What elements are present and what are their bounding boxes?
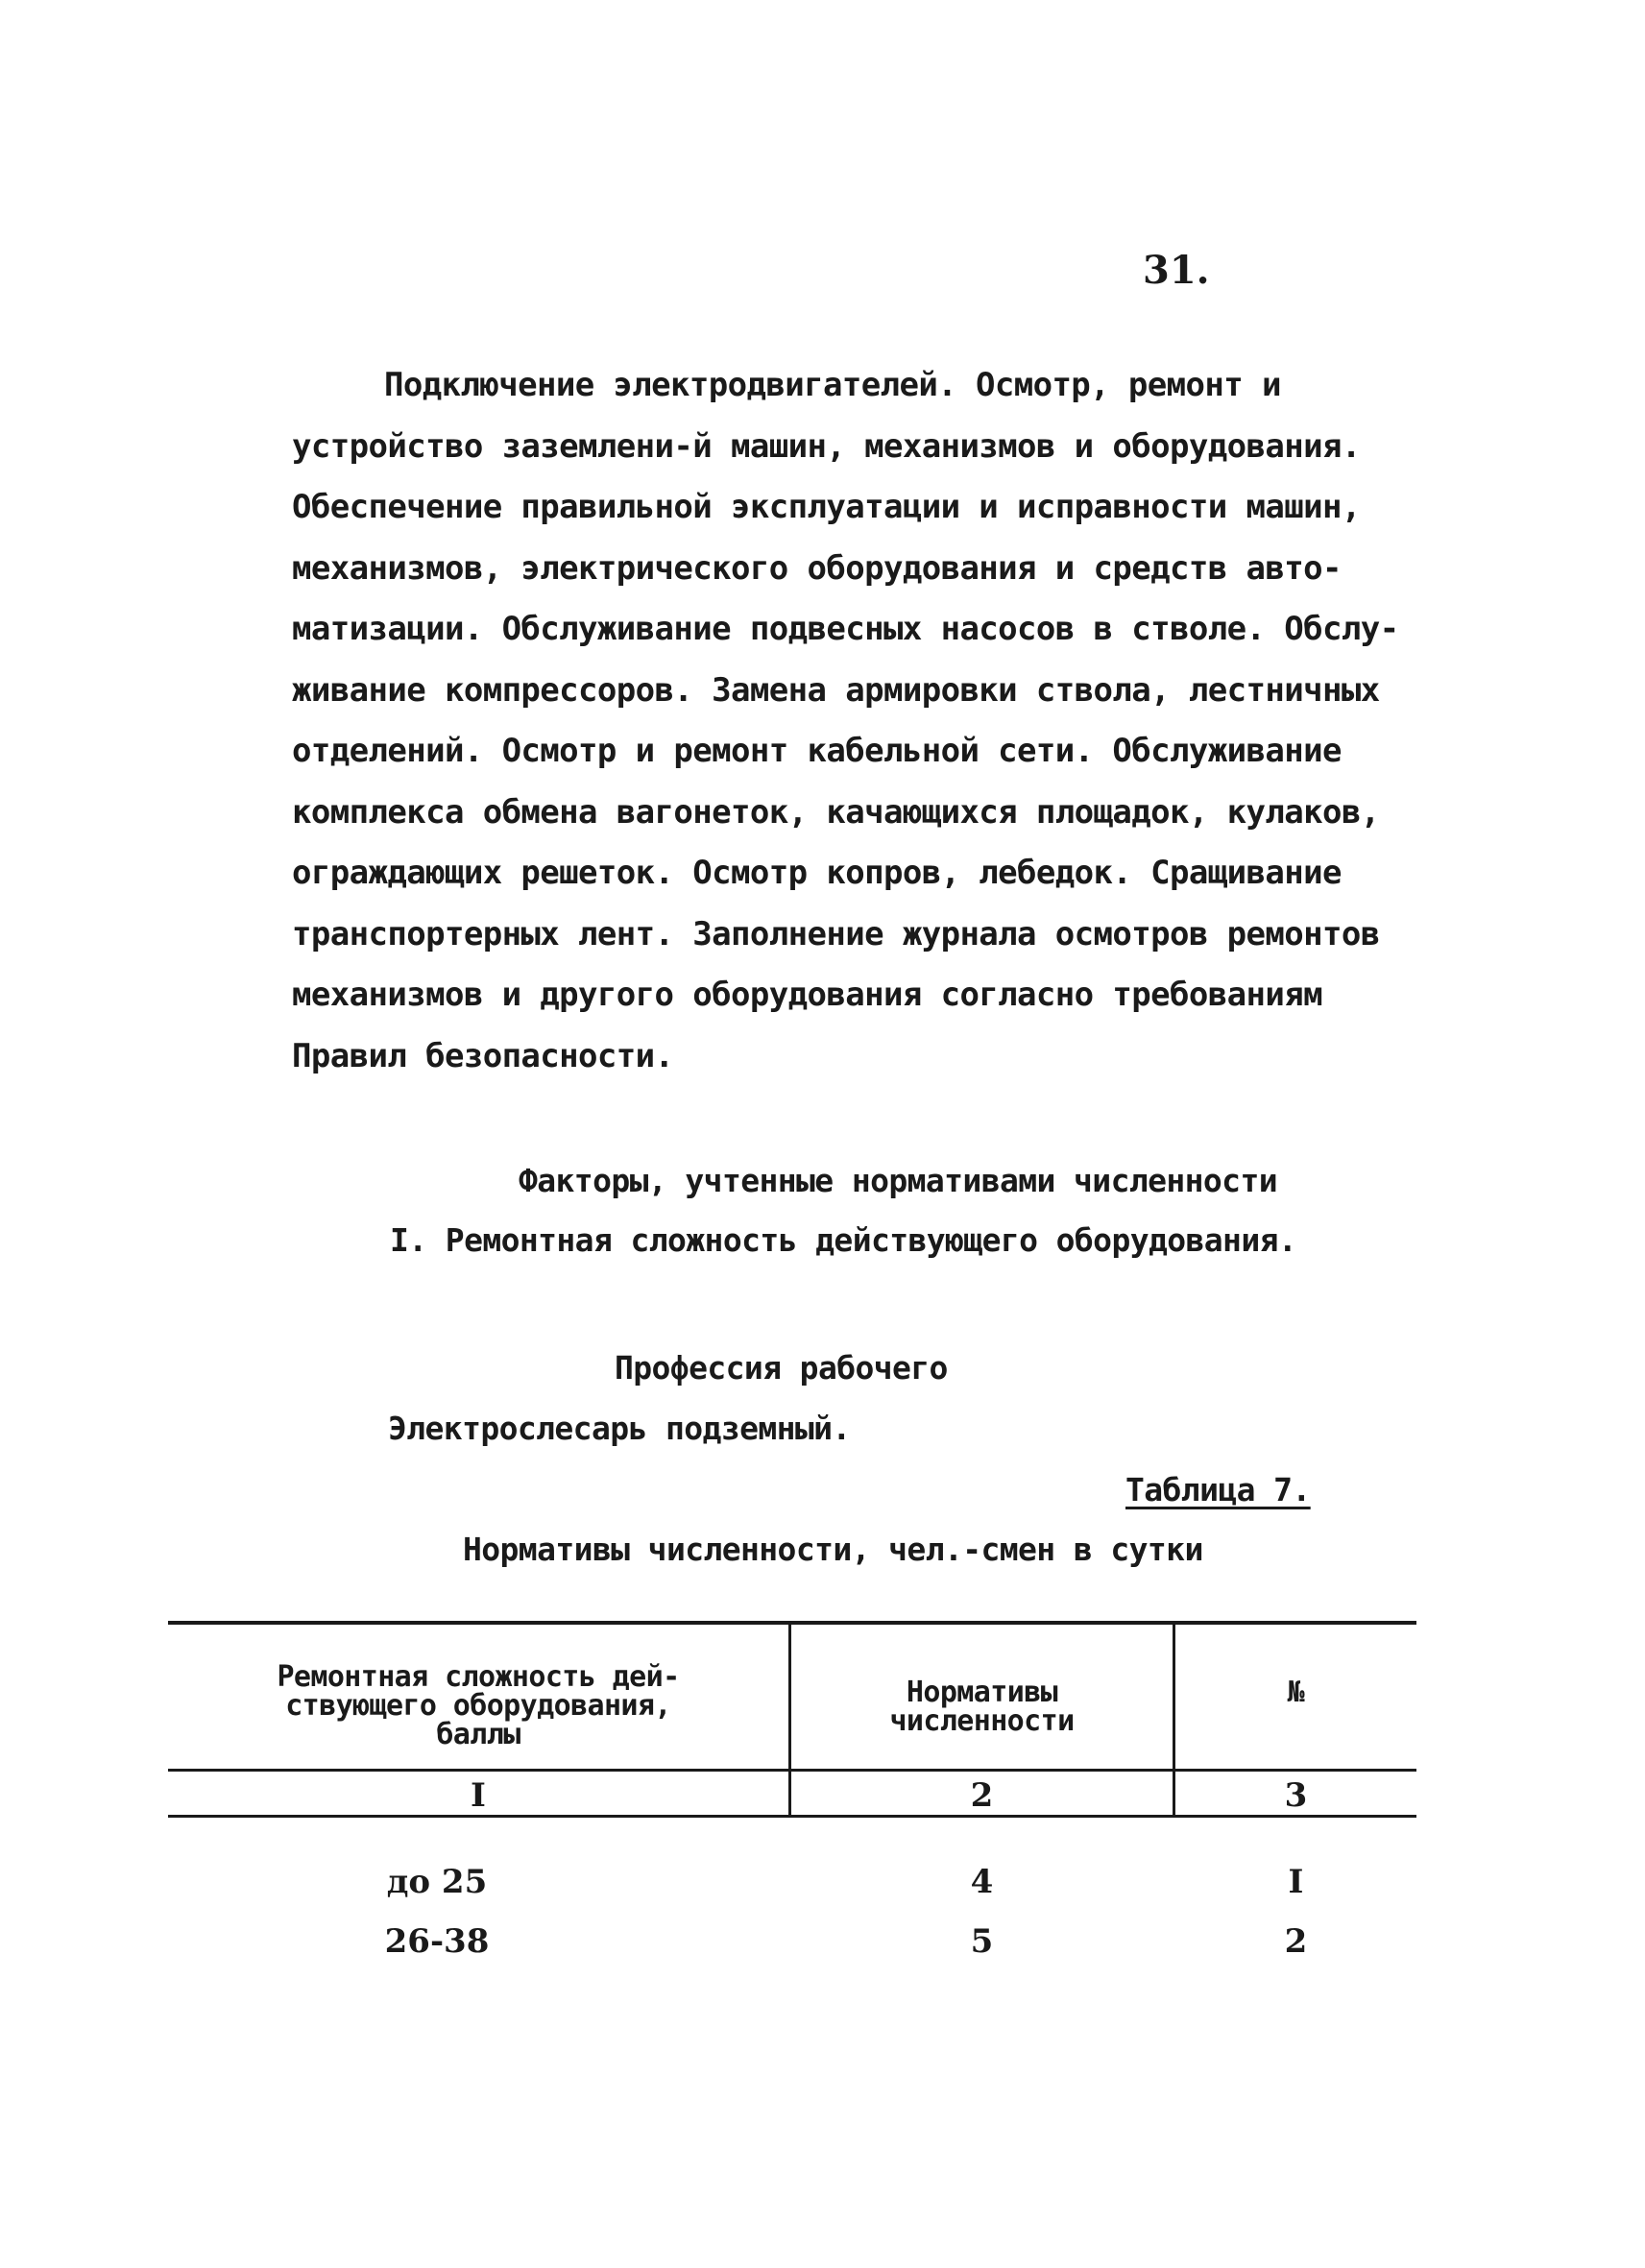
table-header-rule bbox=[168, 1769, 1416, 1772]
paragraph-line: отделений. Осмотр и ремонт кабельной сети. Обслуживание bbox=[292, 732, 1342, 770]
paragraph-line: транспортерных лент. Заполнение журнала осмотров ремонтов bbox=[292, 914, 1380, 953]
row-complexity: 26-38 bbox=[384, 1922, 490, 1961]
factors-heading: Факторы, учтенные нормативами численности bbox=[519, 1162, 1277, 1199]
row-norm: 4 bbox=[970, 1863, 994, 1901]
paragraph-line: механизмов, электрического оборудования и средств авто- bbox=[292, 548, 1342, 588]
row-complexity: до 25 bbox=[386, 1863, 488, 1901]
body-paragraph bbox=[292, 355, 1406, 1087]
column-number: 3 bbox=[1284, 1776, 1308, 1815]
factors-item: I. Ремонтная сложность действующего оборудования. bbox=[390, 1221, 1297, 1259]
header-norms-line: численности bbox=[889, 1704, 1075, 1738]
profession-name: Электрослесарь подземный. bbox=[388, 1410, 851, 1447]
paragraph-line: матизации. Обслуживание подвесных насосов в стволе. Обслу- bbox=[292, 610, 1399, 648]
paragraph-line: ограждающих решеток. Осмотр копров, лебедок. Сращивание bbox=[292, 854, 1342, 892]
header-complexity-line: ствующего оборудования, bbox=[285, 1689, 671, 1723]
column-number: I bbox=[471, 1776, 486, 1815]
header-norms-line: Нормативы bbox=[906, 1676, 1058, 1709]
column-number: 2 bbox=[970, 1776, 994, 1815]
table-top-rule bbox=[168, 1621, 1416, 1625]
paragraph-line: устройство заземлени-й машин, механизмов и оборудования. bbox=[292, 426, 1361, 466]
row-number: I bbox=[1288, 1863, 1304, 1901]
paragraph-line: механизмов и другого оборудования согласно требованиям bbox=[292, 976, 1322, 1014]
row-norm: 5 bbox=[970, 1922, 994, 1961]
header-complexity bbox=[168, 1660, 788, 1751]
profession-label: Профессия рабочего bbox=[615, 1349, 948, 1387]
paragraph-line: Обеспечение правильной эксплуатации и исправности машин, bbox=[292, 488, 1361, 526]
paragraph-line: Подключение электродвигателей. Осмотр, ремонт и bbox=[384, 366, 1281, 404]
header-complexity-line: баллы bbox=[436, 1718, 520, 1751]
header-number: № bbox=[1287, 1676, 1305, 1709]
page-number: 31. bbox=[1143, 248, 1210, 293]
paragraph-line: живание компрессоров. Замена армировки ствола, лестничных bbox=[292, 670, 1380, 710]
table-numbers-rule bbox=[168, 1815, 1416, 1818]
paragraph-line: Правил безопасности. bbox=[292, 1036, 674, 1075]
table-label: Таблица 7. bbox=[1125, 1471, 1311, 1508]
paragraph-line: комплекса обмена вагонеток, качающихся площадок, кулаков, bbox=[292, 792, 1380, 832]
table-caption: Нормативы численности, чел.-смен в сутки bbox=[463, 1531, 1203, 1568]
header-norms bbox=[791, 1678, 1173, 1736]
row-number: 2 bbox=[1284, 1922, 1308, 1961]
header-complexity-line: Ремонтная сложность дей- bbox=[277, 1660, 680, 1694]
norms-table bbox=[168, 1613, 1416, 2016]
